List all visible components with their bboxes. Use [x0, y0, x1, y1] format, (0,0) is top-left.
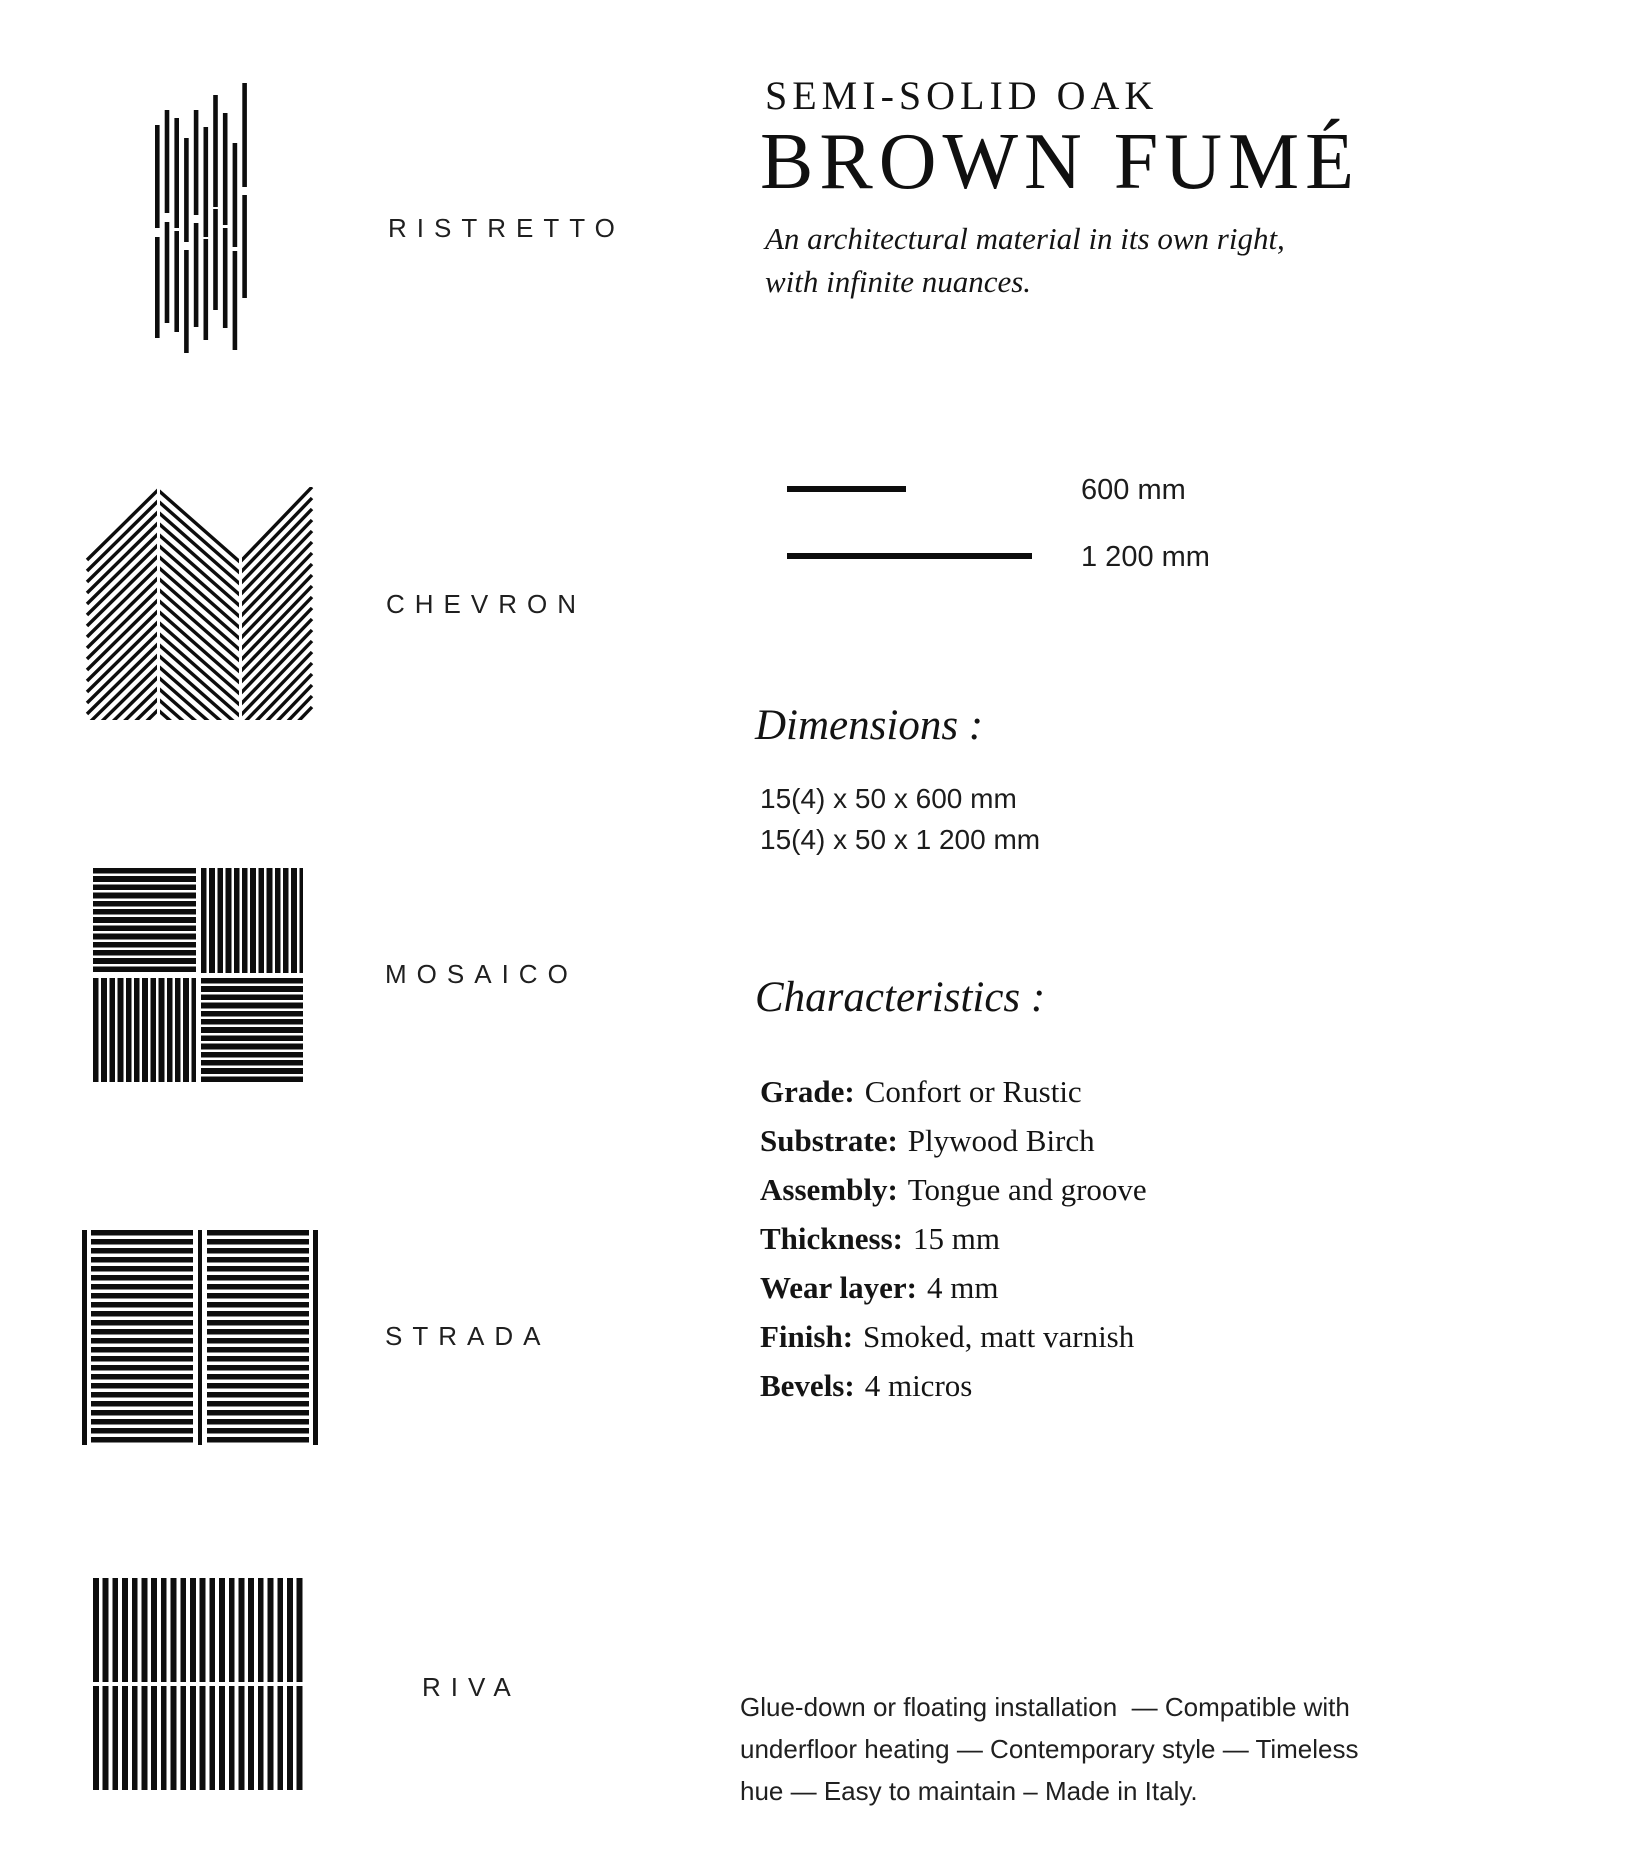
pattern-label-mosaico: MOSAICO — [385, 959, 578, 989]
mosaico-quadrant-top-right — [201, 868, 304, 973]
length-bar-1200mm — [787, 553, 1032, 559]
features-line-3: hue — Easy to maintain – Made in Italy. — [740, 1776, 1198, 1806]
dimension-line-2: 15(4) x 50 x 1 200 mm — [760, 824, 1041, 855]
dimensions-values — [760, 778, 1040, 860]
product-category: SEMI-SOLID OAK — [765, 73, 1159, 118]
strada-panel-right — [207, 1230, 309, 1445]
characteristic-grade: Grade: Confort or Rustic — [760, 1074, 1082, 1109]
pattern-label-chevron: CHEVRON — [386, 589, 587, 619]
riva-pattern-icon — [93, 1578, 305, 1790]
product-tagline — [765, 217, 1285, 303]
characteristic-finish: Finish: Smoked, matt varnish — [760, 1319, 1135, 1354]
dimensions-heading: Dimensions : — [755, 702, 984, 749]
strada-right-rail — [313, 1230, 318, 1445]
mosaico-quadrant-bottom-left — [93, 978, 196, 1083]
pattern-label-strada: STRADA — [385, 1321, 551, 1351]
features-line-2: underfloor heating — Contemporary style — Timeless — [740, 1734, 1359, 1764]
tagline-line-1: An architectural material in its own right, — [765, 221, 1285, 256]
characteristics-heading: Characteristics : — [755, 974, 1046, 1021]
length-label-600mm: 600 mm — [1081, 474, 1186, 506]
dimension-line-1: 15(4) x 50 x 600 mm — [760, 783, 1017, 814]
characteristics-list — [760, 1067, 1147, 1410]
length-label-1200mm: 1 200 mm — [1081, 541, 1210, 573]
characteristic-assembly: Assembly: Tongue and groove — [760, 1172, 1147, 1207]
characteristic-wear-layer: Wear layer: 4 mm — [760, 1270, 999, 1305]
product-title: BROWN FUMÉ — [760, 118, 1361, 206]
chevron-pattern-icon — [85, 487, 315, 720]
length-bar-600mm — [787, 486, 906, 492]
characteristic-substrate: Substrate: Plywood Birch — [760, 1123, 1095, 1158]
riva-top-row — [93, 1578, 305, 1682]
strada-middle-rail — [198, 1230, 203, 1445]
pattern-label-ristretto: RISTRETTO — [388, 213, 625, 243]
strada-left-rail — [82, 1230, 87, 1445]
characteristic-thickness: Thickness: 15 mm — [760, 1221, 1000, 1256]
features-line-1: Glue-down or floating installation — Compatible with — [740, 1692, 1350, 1722]
pattern-label-riva: RIVA — [422, 1672, 521, 1702]
mosaico-pattern-icon — [93, 868, 303, 1082]
strada-pattern-icon — [82, 1230, 318, 1445]
riva-bottom-row — [93, 1686, 305, 1790]
mosaico-quadrant-top-left — [93, 868, 196, 973]
tagline-line-2: with infinite nuances. — [765, 264, 1032, 299]
strada-panel-left — [91, 1230, 193, 1445]
mosaico-quadrant-bottom-right — [201, 978, 304, 1083]
ristretto-pattern-icon — [155, 83, 247, 355]
features-paragraph — [740, 1686, 1359, 1812]
characteristic-bevels: Bevels: 4 micros — [760, 1368, 973, 1403]
